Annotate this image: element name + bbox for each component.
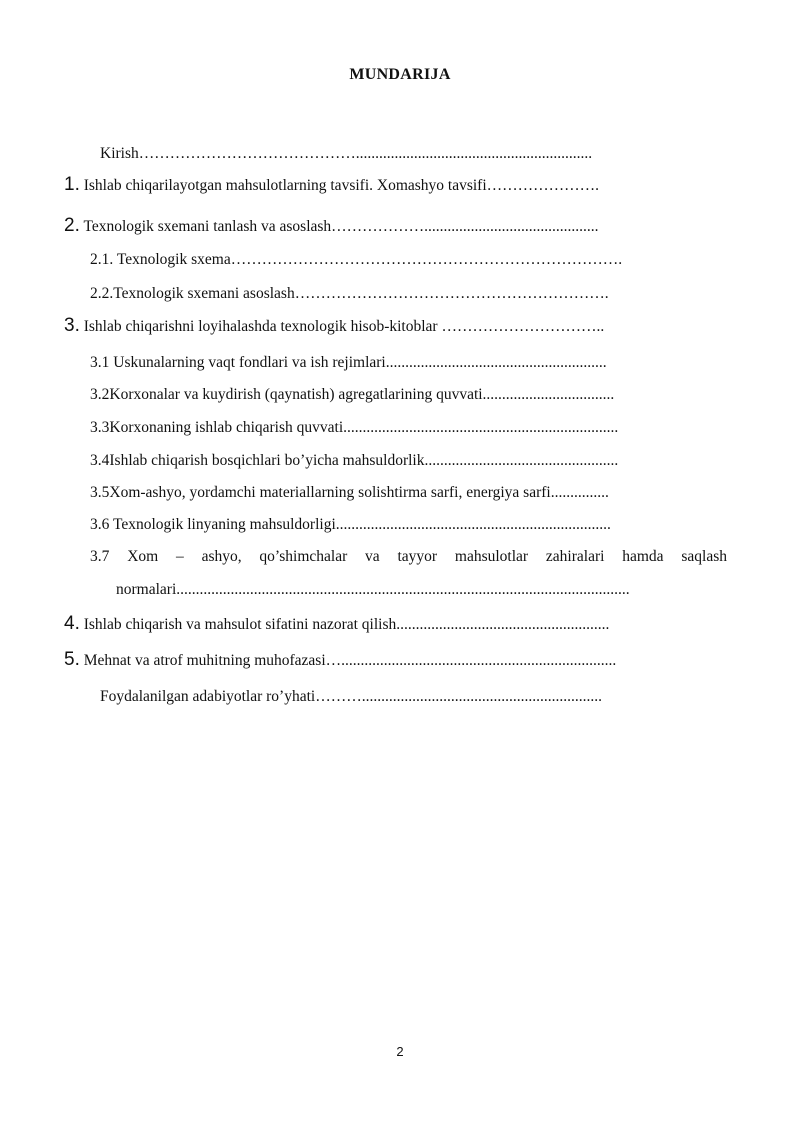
toc-entry-text: Ishlab chiqarishni loyihalashda texnologik hisob-kitoblar ………………………….. <box>79 318 605 335</box>
toc-entry-references <box>100 687 729 707</box>
toc-entry-5 <box>64 650 729 671</box>
toc-entry-text: Mehnat va atrof muhitning muhofazasi…....................................................................... <box>79 652 617 669</box>
toc-entry-text: Foydalanilgan adabiyotlar ro’yhati……….............................................................. <box>100 688 602 705</box>
section-number: 3. <box>64 316 80 336</box>
section-number: 1. <box>64 175 80 195</box>
toc-entry-text: 3.4Ishlab chiqarish bosqichlari bo’yicha mahsuldorlik.................................................. <box>90 452 619 469</box>
section-number: 4. <box>64 614 80 634</box>
toc-entry-3-5 <box>90 483 727 503</box>
page-number: 2 <box>396 1044 404 1059</box>
toc-entry-text: 3.6 Texnologik linyaning mahsuldorligi....................................................................... <box>90 516 611 533</box>
toc-entry-text: Ishlab chiqarilayotgan mahsulotlarning tavsifi. Xomashyo tavsifi…………………. <box>79 177 600 194</box>
toc-entry-text: 3.5Xom-ashyo, yordamchi materiallarning solishtirma sarfi, energiya sarfi............... <box>90 484 609 501</box>
toc-entry-4 <box>64 614 729 635</box>
toc-entry-text: 2.1. Texnologik sxema…………………………………………………………………. <box>90 251 623 268</box>
toc-entry-text: 3.1 Uskunalarning vaqt fondlari va ish rejimlari......................................................... <box>90 354 607 371</box>
page-title: MUNDARIJA <box>349 66 451 83</box>
toc-entry-3 <box>64 316 727 337</box>
toc-entry-3-7-continued <box>116 580 729 600</box>
toc-entry-2 <box>64 216 727 237</box>
toc-entry-1 <box>64 175 727 196</box>
toc-entry-3-6 <box>90 515 727 535</box>
toc-entry-3-3 <box>90 418 727 438</box>
toc-entry-3-1 <box>90 353 727 373</box>
toc-entry-text: Texnologik sxemani tanlash va asoslash………………............................................. <box>79 218 599 235</box>
toc-entry-3-4 <box>90 451 727 471</box>
toc-entry-kirish <box>100 144 727 164</box>
toc-entry-3-2 <box>90 385 727 405</box>
toc-entry-text: normalari..................................................................................................................... <box>116 581 630 598</box>
toc-entry-text: 3.2Korxonalar va kuydirish (qaynatish) agregatlarining quvvati.................................. <box>90 386 615 403</box>
section-number: 5. <box>64 650 80 670</box>
toc-entry-3-7: 3.7 Xom – ashyo, qo’shimchalar va tayyor mahsulotlar zahiralari hamda saqlash <box>90 548 727 565</box>
toc-entry-text: Ishlab chiqarish va mahsulot sifatini nazorat qilish....................................................... <box>79 616 610 633</box>
toc-entry-text: 2.2.Texnologik sxemani asoslash……………………………………………………. <box>90 285 609 302</box>
toc-entry-2-1 <box>90 250 727 270</box>
section-number: 2. <box>64 216 80 236</box>
toc-entry-2-2 <box>90 284 727 304</box>
toc-entry-text: Kirish……………………………………............................................................. <box>100 145 593 162</box>
toc-entry-text: 3.3Korxonaning ishlab chiqarish quvvati....................................................................... <box>90 419 619 436</box>
